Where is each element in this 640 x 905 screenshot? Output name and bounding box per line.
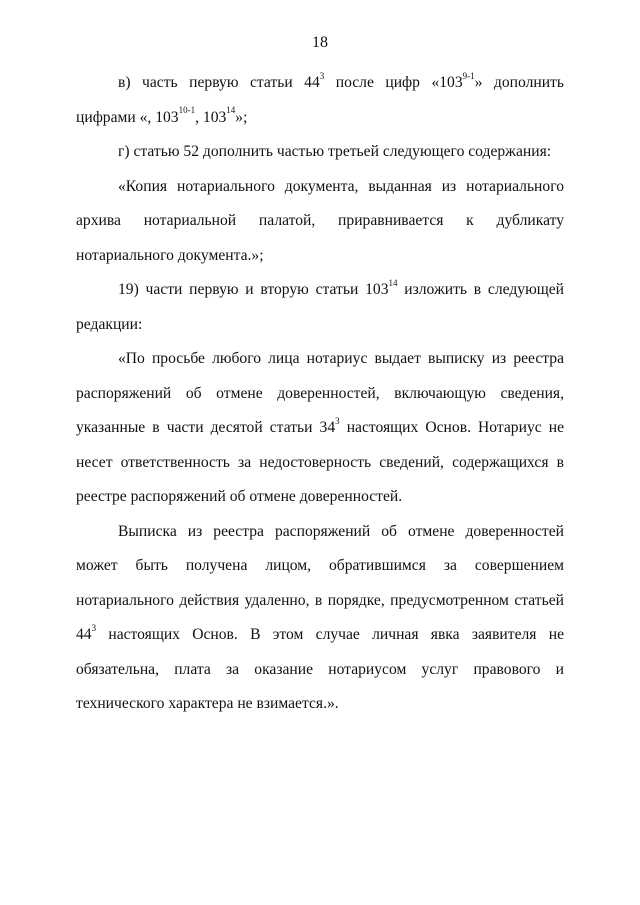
text-run: изложить в следующей редакции: (76, 281, 565, 333)
text-run: Выписка из реестра распоряжений об отмене доверенностей может быть получена лицом, обратившимся за совершением нотариального действия удаленно, в порядке, предусмотренном статьей 44 (76, 522, 564, 643)
text-run: , 103 (195, 108, 227, 126)
superscript: 14 (388, 277, 398, 288)
text-run: »; (235, 108, 248, 126)
page-number: 18 (312, 34, 328, 51)
text-run: 19) части первую и вторую статьи 103 (118, 281, 389, 298)
superscript: 9-1 (462, 70, 475, 81)
paragraph-v (76, 66, 564, 135)
text-run: настоящих Основ. Нотариус не несет ответственность за недостоверность сведений, содержащихся в реестре распоряжений об отмене доверенностей. (76, 419, 564, 505)
superscript: 10-1 (178, 105, 196, 116)
text-run: » дополнить цифрами «, 103 (76, 74, 564, 126)
superscript: 3 (335, 415, 340, 426)
paragraph-g: г) статью 52 дополнить частью третьей следующего содержания: (118, 143, 552, 160)
superscript: 3 (319, 70, 325, 81)
superscript: 3 (91, 622, 97, 633)
superscript: 14 (226, 105, 236, 116)
paragraph-extract-remote (76, 515, 564, 722)
text-run: «По просьбе любого лица нотариус выдает выписку из реестра распоряжений об отмене доверенностей, включающую сведения, указанные в части десятой статьи 34 (76, 350, 564, 436)
paragraph-quote-extract (76, 342, 564, 515)
document-body (76, 66, 564, 722)
paragraph-19 (76, 273, 564, 342)
text-run: настоящих Основ. В этом случае личная явка заявителя не обязательна, плата за оказание нотариусом услуг правового и технического характера не взимается.». (76, 626, 564, 712)
paragraph-quote-copy: «Копия нотариального документа, выданная из нотариального архива нотариальной палатой, приравнивается к дубликату нотариального документа.»; (76, 177, 564, 264)
text-run: после цифр «103 (324, 74, 463, 91)
text-run: в) часть первую статьи 44 (118, 74, 320, 91)
